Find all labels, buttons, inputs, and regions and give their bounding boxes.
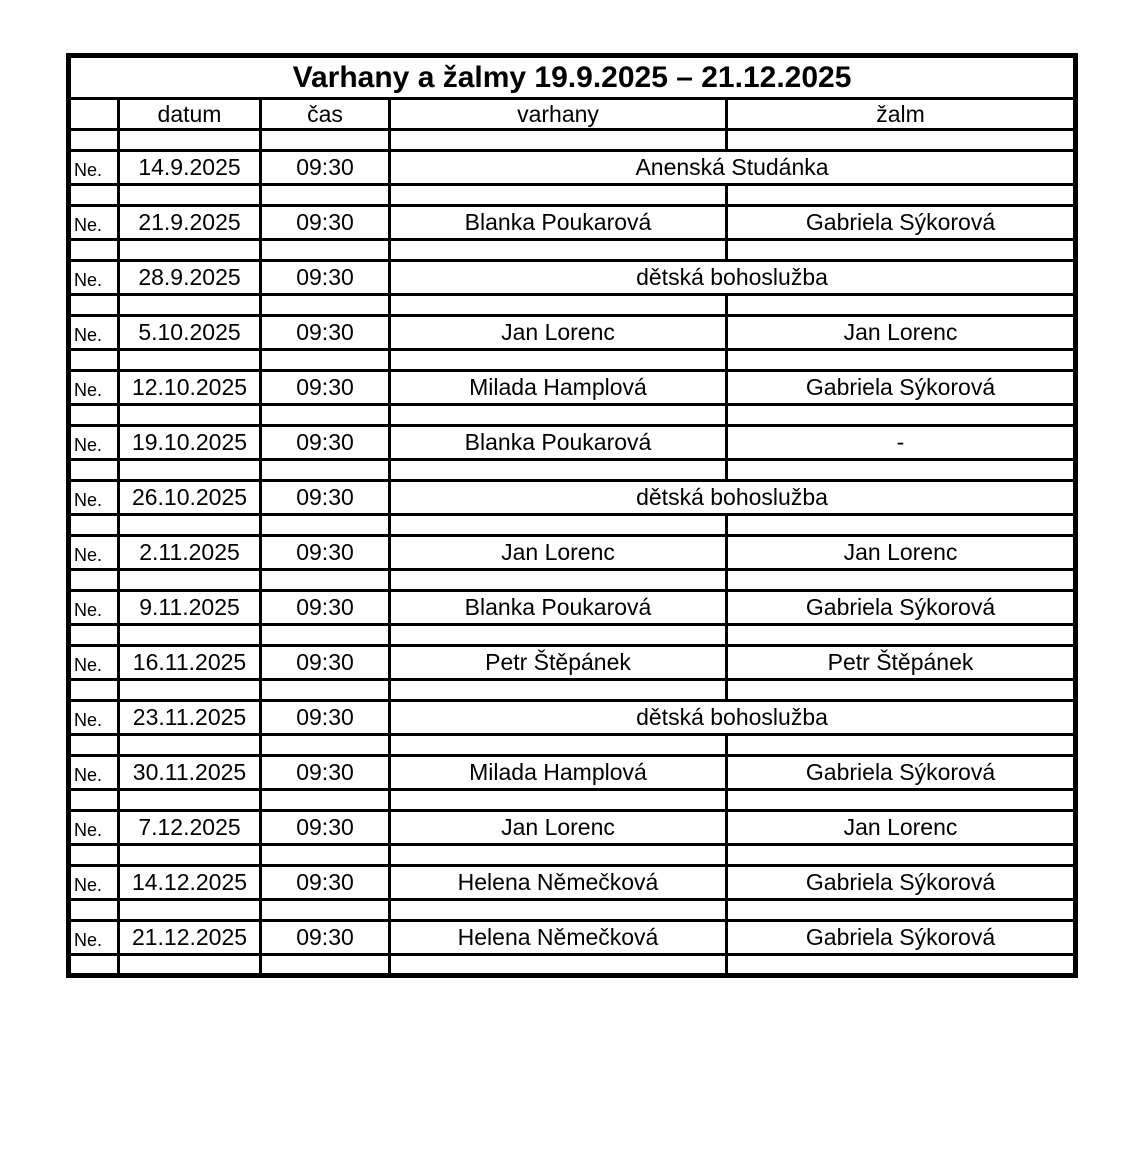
date-cell: 2.11.2025 <box>119 536 261 570</box>
organ-cell: Jan Lorenc <box>390 811 727 845</box>
spacer-cell <box>69 845 119 866</box>
time-cell: 09:30 <box>261 811 390 845</box>
spacer-cell <box>119 515 261 536</box>
column-header-zalm: žalm <box>727 99 1076 130</box>
psalm-cell: - <box>727 426 1076 460</box>
organ-cell: Blanka Poukarová <box>390 591 727 625</box>
merged-service-cell: dětská bohoslužba <box>390 701 1076 735</box>
merged-service-cell: dětská bohoslužba <box>390 481 1076 515</box>
spacer-cell <box>727 845 1076 866</box>
day-cell: Ne. <box>69 151 119 185</box>
time-cell: 09:30 <box>261 536 390 570</box>
spacer-cell <box>69 680 119 701</box>
spacer-cell <box>727 900 1076 921</box>
spacer-cell <box>390 460 727 481</box>
spacer-row <box>69 735 1076 756</box>
spacer-cell <box>390 955 727 976</box>
date-cell: 14.9.2025 <box>119 151 261 185</box>
column-header-day <box>69 99 119 130</box>
spacer-cell <box>390 625 727 646</box>
column-header-datum: datum <box>119 99 261 130</box>
spacer-row <box>69 570 1076 591</box>
spacer-cell <box>69 405 119 426</box>
spacer-cell <box>119 735 261 756</box>
table-row <box>69 151 1076 185</box>
time-cell: 09:30 <box>261 371 390 405</box>
time-cell: 09:30 <box>261 206 390 240</box>
table-row <box>69 206 1076 240</box>
spacer-row <box>69 405 1076 426</box>
spacer-row <box>69 845 1076 866</box>
organ-cell: Blanka Poukarová <box>390 206 727 240</box>
table-row <box>69 481 1076 515</box>
spacer-cell <box>727 625 1076 646</box>
time-cell: 09:30 <box>261 591 390 625</box>
spacer-row <box>69 460 1076 481</box>
time-cell: 09:30 <box>261 701 390 735</box>
day-cell: Ne. <box>69 371 119 405</box>
spacer-cell <box>69 130 119 151</box>
spacer-cell <box>69 790 119 811</box>
spacer-cell <box>727 955 1076 976</box>
spacer-cell <box>119 570 261 591</box>
table-row <box>69 261 1076 295</box>
spacer-cell <box>119 350 261 371</box>
spacer-cell <box>390 130 727 151</box>
organ-cell: Helena Němečková <box>390 921 727 955</box>
table-title: Varhany a žalmy 19.9.2025 – 21.12.2025 <box>69 56 1076 99</box>
spacer-cell <box>119 680 261 701</box>
spacer-cell <box>390 735 727 756</box>
spacer-cell <box>261 405 390 426</box>
spacer-cell <box>119 130 261 151</box>
date-cell: 21.9.2025 <box>119 206 261 240</box>
psalm-cell: Petr Štěpánek <box>727 646 1076 680</box>
spacer-row <box>69 625 1076 646</box>
spacer-cell <box>261 350 390 371</box>
date-cell: 7.12.2025 <box>119 811 261 845</box>
spacer-row <box>69 900 1076 921</box>
spacer-cell <box>119 845 261 866</box>
table-row <box>69 591 1076 625</box>
table-row <box>69 426 1076 460</box>
table-row <box>69 536 1076 570</box>
date-cell: 9.11.2025 <box>119 591 261 625</box>
time-cell: 09:30 <box>261 316 390 350</box>
spacer-cell <box>390 845 727 866</box>
organ-cell: Milada Hamplová <box>390 371 727 405</box>
spacer-cell <box>261 130 390 151</box>
time-cell: 09:30 <box>261 261 390 295</box>
time-cell: 09:30 <box>261 921 390 955</box>
spacer-cell <box>119 790 261 811</box>
spacer-cell <box>69 900 119 921</box>
psalm-cell: Gabriela Sýkorová <box>727 921 1076 955</box>
spacer-cell <box>390 900 727 921</box>
spacer-row <box>69 350 1076 371</box>
table-body <box>69 130 1076 976</box>
spacer-cell <box>727 680 1076 701</box>
spacer-cell <box>119 240 261 261</box>
spacer-cell <box>390 570 727 591</box>
spacer-cell <box>390 295 727 316</box>
spacer-cell <box>119 955 261 976</box>
table-row <box>69 921 1076 955</box>
date-cell: 19.10.2025 <box>119 426 261 460</box>
spacer-cell <box>390 185 727 206</box>
spacer-row <box>69 790 1076 811</box>
spacer-cell <box>261 680 390 701</box>
spacer-cell <box>69 350 119 371</box>
spacer-row <box>69 955 1076 976</box>
spacer-cell <box>727 185 1076 206</box>
time-cell: 09:30 <box>261 481 390 515</box>
spacer-row <box>69 515 1076 536</box>
spacer-cell <box>119 460 261 481</box>
spacer-cell <box>69 295 119 316</box>
day-cell: Ne. <box>69 261 119 295</box>
spacer-cell <box>261 460 390 481</box>
day-cell: Ne. <box>69 206 119 240</box>
psalm-cell: Gabriela Sýkorová <box>727 371 1076 405</box>
spacer-cell <box>727 570 1076 591</box>
spacer-cell <box>390 680 727 701</box>
spacer-cell <box>727 130 1076 151</box>
spacer-row <box>69 130 1076 151</box>
spacer-cell <box>390 515 727 536</box>
date-cell: 14.12.2025 <box>119 866 261 900</box>
table-row <box>69 756 1076 790</box>
table-row <box>69 701 1076 735</box>
header-row <box>69 99 1076 130</box>
merged-service-cell: dětská bohoslužba <box>390 261 1076 295</box>
date-cell: 5.10.2025 <box>119 316 261 350</box>
day-cell: Ne. <box>69 536 119 570</box>
spacer-cell <box>69 570 119 591</box>
spacer-cell <box>69 955 119 976</box>
date-cell: 12.10.2025 <box>119 371 261 405</box>
spacer-cell <box>261 735 390 756</box>
spacer-cell <box>261 570 390 591</box>
spacer-cell <box>69 185 119 206</box>
spacer-row <box>69 680 1076 701</box>
spacer-cell <box>119 185 261 206</box>
spacer-cell <box>727 735 1076 756</box>
table-row <box>69 316 1076 350</box>
organ-cell: Petr Štěpánek <box>390 646 727 680</box>
spacer-cell <box>727 460 1076 481</box>
spacer-cell <box>261 845 390 866</box>
spacer-cell <box>69 625 119 646</box>
spacer-row <box>69 185 1076 206</box>
spacer-cell <box>119 295 261 316</box>
spacer-cell <box>261 900 390 921</box>
spacer-cell <box>727 350 1076 371</box>
day-cell: Ne. <box>69 591 119 625</box>
spacer-cell <box>119 900 261 921</box>
day-cell: Ne. <box>69 756 119 790</box>
date-cell: 26.10.2025 <box>119 481 261 515</box>
time-cell: 09:30 <box>261 866 390 900</box>
merged-service-cell: Anenská Studánka <box>390 151 1076 185</box>
organ-cell: Helena Němečková <box>390 866 727 900</box>
date-cell: 16.11.2025 <box>119 646 261 680</box>
table-row <box>69 646 1076 680</box>
time-cell: 09:30 <box>261 426 390 460</box>
organ-cell: Milada Hamplová <box>390 756 727 790</box>
spacer-cell <box>261 625 390 646</box>
psalm-cell: Gabriela Sýkorová <box>727 756 1076 790</box>
psalm-cell: Gabriela Sýkorová <box>727 866 1076 900</box>
spacer-cell <box>727 295 1076 316</box>
table-row <box>69 371 1076 405</box>
day-cell: Ne. <box>69 811 119 845</box>
spacer-cell <box>69 515 119 536</box>
spacer-row <box>69 240 1076 261</box>
day-cell: Ne. <box>69 646 119 680</box>
spacer-cell <box>261 790 390 811</box>
spacer-cell <box>69 735 119 756</box>
table-row <box>69 811 1076 845</box>
psalm-cell: Jan Lorenc <box>727 316 1076 350</box>
day-cell: Ne. <box>69 316 119 350</box>
day-cell: Ne. <box>69 866 119 900</box>
spacer-cell <box>261 185 390 206</box>
spacer-cell <box>261 295 390 316</box>
organ-cell: Blanka Poukarová <box>390 426 727 460</box>
psalm-cell: Jan Lorenc <box>727 536 1076 570</box>
psalm-cell: Gabriela Sýkorová <box>727 591 1076 625</box>
psalm-cell: Gabriela Sýkorová <box>727 206 1076 240</box>
spacer-cell <box>261 515 390 536</box>
date-cell: 28.9.2025 <box>119 261 261 295</box>
spacer-cell <box>69 240 119 261</box>
time-cell: 09:30 <box>261 151 390 185</box>
schedule-table <box>66 53 1078 978</box>
spacer-cell <box>261 240 390 261</box>
spacer-row <box>69 295 1076 316</box>
column-header-varhany: varhany <box>390 99 727 130</box>
time-cell: 09:30 <box>261 756 390 790</box>
organ-cell: Jan Lorenc <box>390 536 727 570</box>
psalm-cell: Jan Lorenc <box>727 811 1076 845</box>
spacer-cell <box>727 515 1076 536</box>
spacer-cell <box>119 405 261 426</box>
spacer-cell <box>727 240 1076 261</box>
day-cell: Ne. <box>69 481 119 515</box>
time-cell: 09:30 <box>261 646 390 680</box>
organ-cell: Jan Lorenc <box>390 316 727 350</box>
spacer-cell <box>119 625 261 646</box>
spacer-cell <box>727 790 1076 811</box>
day-cell: Ne. <box>69 701 119 735</box>
date-cell: 23.11.2025 <box>119 701 261 735</box>
title-row <box>69 56 1076 99</box>
day-cell: Ne. <box>69 426 119 460</box>
spacer-cell <box>390 405 727 426</box>
spacer-cell <box>390 350 727 371</box>
spacer-cell <box>390 240 727 261</box>
date-cell: 21.12.2025 <box>119 921 261 955</box>
spacer-cell <box>727 405 1076 426</box>
spacer-cell <box>390 790 727 811</box>
date-cell: 30.11.2025 <box>119 756 261 790</box>
spacer-cell <box>69 460 119 481</box>
spacer-cell <box>261 955 390 976</box>
table-row <box>69 866 1076 900</box>
column-header-cas: čas <box>261 99 390 130</box>
day-cell: Ne. <box>69 921 119 955</box>
